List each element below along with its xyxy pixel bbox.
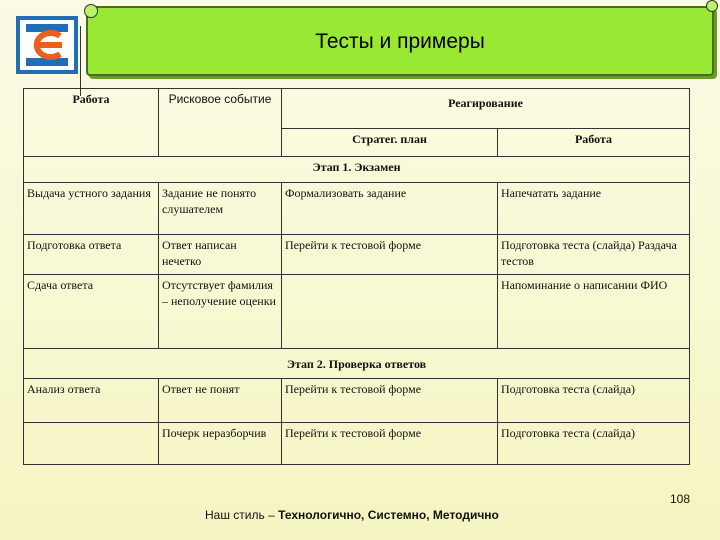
header-work: Работа xyxy=(24,89,159,157)
cell-risk: Ответ написан нечетко xyxy=(159,235,282,275)
cell-risk: Задание не понято слушателем xyxy=(159,183,282,235)
header-response: Реагирование xyxy=(282,89,690,129)
header-strategy-plan: Стратег. план xyxy=(282,129,498,157)
cell-work: Выдача устного задания xyxy=(24,183,159,235)
cell-risk: Ответ не понят xyxy=(159,379,282,423)
cell-plan: Перейти к тестовой форме xyxy=(282,379,498,423)
page-title: Тесты и примеры xyxy=(315,30,485,53)
table-row xyxy=(24,423,690,465)
table-row xyxy=(24,275,690,349)
cell-plan: Перейти к тестовой форме xyxy=(282,235,498,275)
cell-risk: Почерк неразборчив xyxy=(159,423,282,465)
footer-prefix: Наш стиль – xyxy=(205,508,279,522)
cell-plan: Формализовать задание xyxy=(282,183,498,235)
cell-plan: Перейти к тестовой форме xyxy=(282,423,498,465)
header-response-work: Работа xyxy=(498,129,690,157)
title-banner xyxy=(86,6,714,76)
cell-plan xyxy=(282,275,498,349)
cell-work xyxy=(24,423,159,465)
footer-slogan xyxy=(205,508,499,522)
cell-action: Напоминание о написании ФИО xyxy=(498,275,690,349)
cell-action: Подготовка теста (слайда) xyxy=(498,423,690,465)
cell-action: Подготовка теста (слайда) Раздача тестов xyxy=(498,235,690,275)
footer-motto: Технологично, Системно, Методично xyxy=(278,508,499,522)
cell-work: Подготовка ответа xyxy=(24,235,159,275)
scroll-curl-icon xyxy=(706,0,718,12)
table-row xyxy=(24,379,690,423)
stage-2-label: Этап 2. Проверка ответов xyxy=(24,349,690,379)
cell-work: Анализ ответа xyxy=(24,379,159,423)
table-row xyxy=(24,183,690,235)
company-logo xyxy=(14,14,80,76)
risk-response-table xyxy=(23,88,690,465)
cell-work: Сдача ответа xyxy=(24,275,159,349)
scroll-curl-icon xyxy=(84,4,98,18)
page-number: 108 xyxy=(669,492,690,506)
cell-risk: Отсутствует фамилия – неполучение оценки xyxy=(159,275,282,349)
header-risk-event: Рисковое событие xyxy=(159,89,282,157)
stage-1-label: Этап 1. Экзамен xyxy=(24,157,690,183)
cell-action: Напечатать задание xyxy=(498,183,690,235)
cell-action: Подготовка теста (слайда) xyxy=(498,379,690,423)
table-row xyxy=(24,235,690,275)
